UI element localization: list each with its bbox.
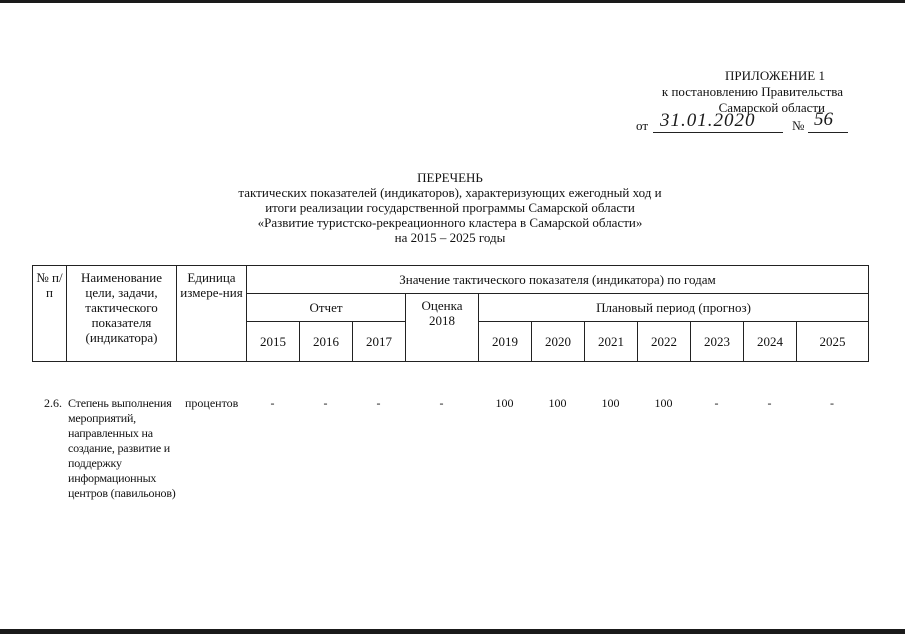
date-prefix: от [636,118,649,133]
row-value: - [767,396,772,410]
appendix-region-line: Самарской области [718,100,825,115]
header-year: 2020 [532,322,585,362]
appendix-title: ПРИЛОЖЕНИЕ 1 [725,68,825,83]
appendix-resolution-line: к постановлению Правительства [661,84,843,99]
row-unit: процентов [185,396,239,410]
document-title-line-3: «Развитие туристско-рекреационного кластера в Самарской области» [257,215,643,230]
row-value: - [323,396,328,410]
scan-bottom-edge [0,629,905,634]
resolution-date-row [636,109,851,134]
header-estimate: Оценка 2018 [406,294,479,362]
row-value: - [439,396,444,410]
document-title-line-2: итоги реализации государственной программы Самарской области [265,200,635,215]
row-value: - [830,396,834,410]
header-unit: Единица измере-ния [177,266,247,362]
number-prefix: № [792,118,805,133]
row-value: - [714,396,719,410]
header-year: 2017 [353,322,406,362]
header-value-group: Значение тактического показателя (индикатора) по годам [247,266,869,294]
row-number: 2.6. [44,396,62,410]
header-plan: Плановый период (прогноз) [479,294,869,322]
header-year: 2021 [585,322,638,362]
table-row [32,396,867,556]
header-year: 2024 [744,322,797,362]
header-year: 2019 [479,322,532,362]
date-underline [653,132,783,133]
header-year: 2022 [638,322,691,362]
scan-top-edge [0,0,905,3]
document-title [160,170,740,245]
row-value: 100 [654,396,673,410]
header-num: № п/п [33,266,67,362]
row-indicator-name: Степень выполнения мероприятий, направленных на создание, развитие и поддержку информационных центров (павильонов) [68,396,176,500]
row-value: 100 [495,396,514,410]
header-report: Отчет [247,294,406,322]
document-title-line-4: на 2015 – 2025 годы [394,230,506,245]
header-year: 2025 [797,322,869,362]
header-year: 2023 [691,322,744,362]
header-year: 2015 [247,322,300,362]
document-title-line-1: тактических показателей (индикаторов), характеризующих ежегодный ход и [238,185,662,200]
row-value: - [376,396,381,410]
document-heading: ПЕРЕЧЕНЬ [417,170,483,185]
row-value: - [270,396,275,410]
row-value: 100 [601,396,620,410]
handwritten-date: 31.01.2020 [660,110,756,131]
indicator-table-header [32,265,869,362]
header-name: Наименование цели, задачи, тактического показателя (индикатора) [67,266,177,362]
row-value: 100 [548,396,567,410]
header-year: 2016 [300,322,353,362]
handwritten-number: 56 [814,109,833,130]
number-underline [808,132,848,133]
